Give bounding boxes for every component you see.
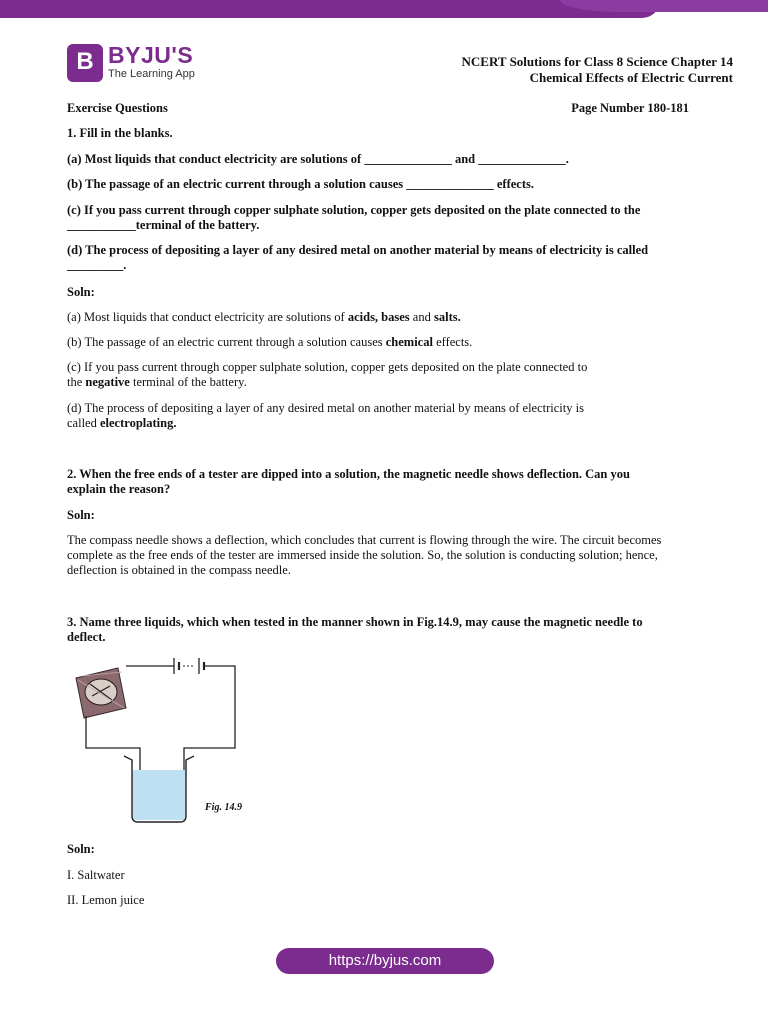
ans-d-line-1: (d) The process of depositing a layer of any desired metal on another material by means of electricity is — [67, 401, 584, 415]
ans-a-word-1: acids, bases — [347, 310, 410, 324]
page-number: Page Number 180-181 — [571, 101, 689, 115]
footer-url-link[interactable]: https://byjus.com — [276, 948, 494, 974]
logo-mark-letter: B — [76, 48, 94, 75]
q1-answer-d — [67, 401, 707, 431]
q3-answer-item-2: II. Lemon juice — [67, 893, 145, 907]
q2-title-line-2: explain the reason? — [67, 482, 171, 496]
header-line-1: NCERT Solutions for Class 8 Science Chapter 14 — [461, 54, 733, 69]
top-banner-tail — [560, 0, 768, 12]
ans-c-line-1: (c) If you pass current through copper sulphate solution, copper gets deposited on the plate connected to — [67, 360, 588, 374]
q1-answer-b — [67, 335, 707, 350]
document-header — [462, 54, 733, 86]
q1-d — [67, 243, 707, 273]
logo-tagline: The Learning App — [108, 68, 195, 80]
ans-d-line-2 — [67, 416, 707, 431]
q3-answer-item-1: I. Saltwater — [67, 868, 125, 882]
q1-c-line-2: ___________terminal of the battery. — [67, 218, 260, 232]
q3-title-line-2: deflect. — [67, 630, 106, 644]
q2-title — [67, 467, 707, 497]
ans-b-word: chemical — [385, 335, 433, 349]
logo-brand-name: BYJU'S — [108, 42, 194, 68]
figure-caption: Fig. 14.9 — [205, 802, 242, 813]
q2-answer-line-2: complete as the free ends of the tester are immersed inside the solution. So, the solution is conducting solution; hence, — [67, 548, 658, 562]
q1-d-line-2: _________. — [67, 258, 127, 272]
ans-b-text: (b) The passage of an electric current through a solution causes — [67, 335, 386, 349]
ans-c-pre: the — [67, 375, 86, 389]
q2-title-line-1: 2. When the free ends of a tester are dipped into a solution, the magnetic needle shows deflection. Can you — [67, 467, 630, 481]
ans-a-text: (a) Most liquids that conduct electricity are solutions of — [67, 310, 348, 324]
ans-d-word: electroplating. — [99, 416, 177, 430]
q1-c — [67, 203, 707, 233]
q1-answer-c — [67, 360, 707, 390]
ans-c-line-2 — [67, 375, 707, 390]
q3-title-line-1: 3. Name three liquids, which when tested in the manner shown in Fig.14.9, may cause the magnetic needle to — [67, 615, 643, 629]
q1-answer-a — [67, 310, 707, 325]
q1-d-line-1: (d) The process of depositing a layer of any desired metal on another material by means of electricity is called — [67, 243, 649, 257]
header-line-2: Chemical Effects of Electric Current — [529, 70, 733, 85]
ans-c-post: terminal of the battery. — [129, 375, 247, 389]
ans-d-pre: called — [67, 416, 100, 430]
q2-answer — [67, 533, 707, 578]
q1-a: (a) Most liquids that conduct electricity are solutions of ______________ and ______________. — [67, 152, 569, 166]
ans-a-mid: and — [409, 310, 434, 324]
ans-c-word: negative — [85, 375, 130, 389]
byjus-logo — [67, 44, 207, 86]
q1-title: 1. Fill in the blanks. — [67, 126, 173, 140]
q1-b: (b) The passage of an electric current through a solution causes ______________ effects. — [67, 177, 534, 191]
ans-a-word-2: salts. — [433, 310, 461, 324]
q2-soln-label: Soln: — [67, 508, 95, 522]
compass-tester — [76, 668, 126, 718]
ans-b-post: effects. — [432, 335, 473, 349]
section-title: Exercise Questions — [67, 101, 168, 115]
q3-soln-label: Soln: — [67, 842, 95, 856]
logo-mark — [67, 44, 103, 82]
q2-answer-line-1: The compass needle shows a deflection, which concludes that current is flowing through the wire. The circuit becomes — [67, 533, 662, 547]
q1-soln-label: Soln: — [67, 285, 95, 299]
top-banner — [0, 0, 768, 20]
q1-c-line-1: (c) If you pass current through copper sulphate solution, copper gets deposited on the plate connected to the — [67, 203, 641, 217]
battery-icon — [174, 658, 204, 674]
q2-answer-line-3: deflection is obtained in the compass needle. — [67, 563, 291, 577]
q3-title — [67, 615, 707, 645]
